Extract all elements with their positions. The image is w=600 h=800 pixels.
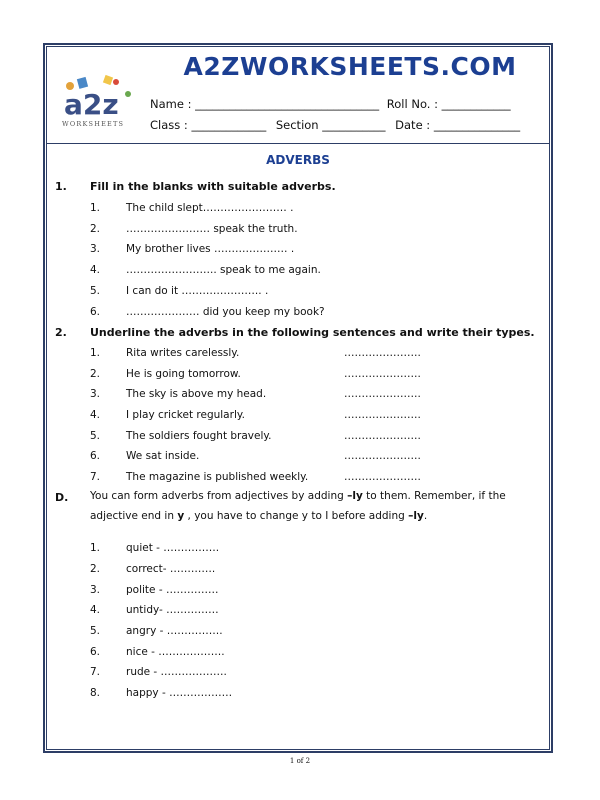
answer-blank: …………………. bbox=[344, 347, 421, 359]
section-1-instruction: Fill in the blanks with suitable adverbs. bbox=[90, 180, 336, 193]
section-d-instruction: You can form adverbs from adjectives by adding –ly to them. Remember, if the adjective end in y , you have to change y to I before adding –ly. bbox=[90, 490, 506, 522]
worksheet-title: ADVERBS bbox=[266, 153, 330, 167]
section-1-number: 1. bbox=[55, 180, 67, 193]
header-divider bbox=[46, 143, 550, 144]
roll-field[interactable]: ____________ bbox=[441, 97, 511, 111]
site-title: A2ZWORKSHEETS.COM bbox=[183, 52, 517, 81]
date-field[interactable]: _______________ bbox=[433, 118, 521, 132]
section-2-number: 2. bbox=[55, 326, 67, 339]
answer-blank: …………………. bbox=[344, 450, 421, 462]
class-label: Class : bbox=[150, 118, 188, 132]
logo-subtitle: WORKSHEETS bbox=[62, 120, 125, 128]
class-section-date-row bbox=[150, 118, 520, 132]
section-2-instruction: Underline the adverbs in the following sentences and write their types. bbox=[90, 326, 535, 339]
answer-blank: …………………. bbox=[344, 471, 421, 483]
name-roll-row bbox=[150, 97, 511, 111]
roll-label: Roll No. : bbox=[386, 97, 438, 111]
name-label: Name : bbox=[150, 97, 192, 111]
page-border-inner bbox=[46, 46, 550, 750]
answer-blank: …………………. bbox=[344, 368, 421, 380]
answer-blank: …………………. bbox=[344, 388, 421, 400]
date-label: Date : bbox=[395, 118, 431, 132]
section-field[interactable]: ___________ bbox=[322, 118, 386, 132]
class-field[interactable]: _____________ bbox=[191, 118, 267, 132]
name-field[interactable]: ________________________________ bbox=[195, 97, 380, 111]
answer-blank: …………………. bbox=[344, 430, 421, 442]
section-label: Section bbox=[275, 118, 319, 132]
section-d-number: D. bbox=[55, 491, 69, 504]
a2z-logo bbox=[58, 72, 138, 132]
answer-blank: …………………. bbox=[344, 409, 421, 421]
logo-letters: a2z bbox=[64, 88, 119, 121]
page-number: 1 of 2 bbox=[289, 757, 311, 765]
